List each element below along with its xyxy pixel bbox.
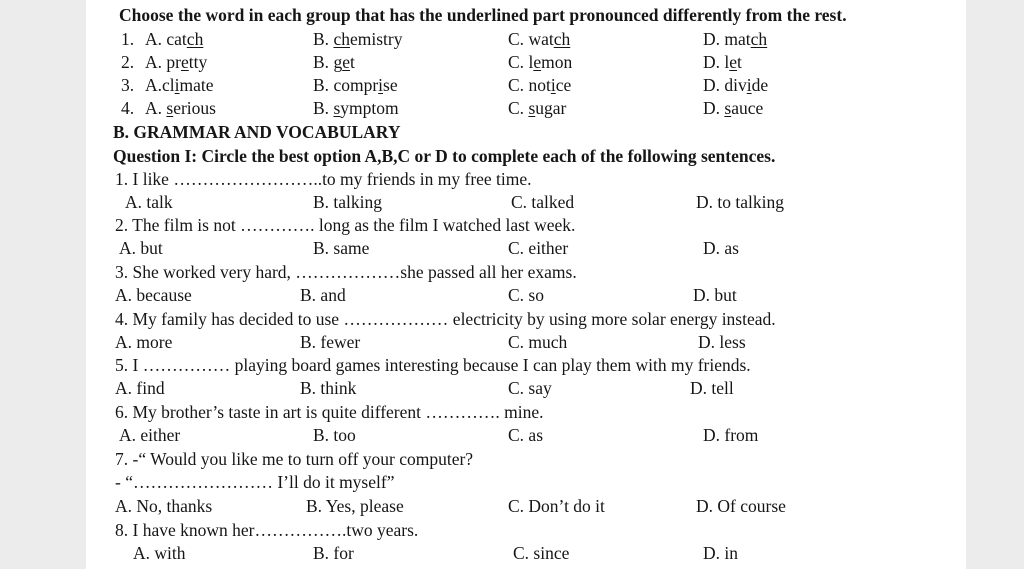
option-c: C. so — [508, 285, 544, 305]
option-d: D. in — [703, 543, 738, 563]
option-d: D. divide — [703, 75, 769, 95]
option-c: C. either — [508, 238, 569, 258]
option-d: D. from — [703, 425, 759, 445]
option-a: A. talk — [125, 192, 173, 212]
option-a: A. No, thanks — [115, 496, 213, 516]
option-d: D. as — [703, 238, 739, 258]
option-a: A. more — [115, 332, 173, 352]
option-a: A.climate — [145, 75, 214, 95]
option-c: C. sugar — [508, 98, 567, 118]
option-d: D. sauce — [703, 98, 764, 118]
option-c: C. as — [508, 425, 543, 445]
option-a: A. pretty — [145, 52, 208, 72]
option-d: D. less — [698, 332, 746, 352]
grammar-question-2-stem: 2. The film is not …………. long as the film I watched last week. — [115, 215, 576, 235]
option-d: D. match — [703, 29, 768, 49]
option-c: C. since — [513, 543, 570, 563]
pron-question-4 — [113, 97, 993, 121]
grammar-question-1-stem: 1. I like ……………………..to my friends in my free time. — [115, 169, 532, 189]
option-b: B. think — [300, 378, 357, 398]
grammar-question-2-options — [113, 237, 993, 261]
option-b: B. for — [313, 543, 354, 563]
question-number: 3. — [121, 75, 135, 95]
grammar-question-6-stem: 6. My brother’s taste in art is quite different …………. mine. — [115, 402, 544, 422]
question-number: 2. — [121, 52, 135, 72]
option-c: C. much — [508, 332, 568, 352]
option-c: C. lemon — [508, 52, 573, 72]
grammar-question-8-options — [113, 542, 993, 566]
option-a: A. find — [115, 378, 165, 398]
option-a: A. either — [119, 425, 181, 445]
question-number: 4. — [121, 98, 135, 118]
option-d: D. tell — [690, 378, 734, 398]
option-d: D. to talking — [696, 192, 784, 212]
section-a-heading: Choose the word in each group that has the underlined part pronounced differently from the rest. — [119, 5, 847, 25]
option-b: B. chemistry — [313, 29, 403, 49]
option-d: D. let — [703, 52, 742, 72]
option-c: C. watch — [508, 29, 571, 49]
option-a: A. but — [119, 238, 163, 258]
option-b: B. same — [313, 238, 370, 258]
option-a: A. catch — [145, 29, 204, 49]
grammar-question-4-options — [113, 331, 993, 355]
grammar-question-7-options — [113, 495, 993, 519]
option-a: A. because — [115, 285, 192, 305]
option-b: B. get — [313, 52, 355, 72]
grammar-question-5-options — [113, 377, 993, 401]
grammar-question-6-options — [113, 424, 993, 448]
question-number: 1. — [121, 29, 135, 49]
option-c: C. notice — [508, 75, 572, 95]
grammar-question-8-stem: 8. I have known her…………….two years. — [115, 520, 419, 540]
grammar-question-4-stem: 4. My family has decided to use ……………… electricity by using more solar energy instead. — [115, 309, 776, 329]
section-b-instruction: Question I: Circle the best option A,B,C or D to complete each of the following sentences. — [113, 146, 776, 166]
option-b: B. comprise — [313, 75, 398, 95]
option-c: C. Don’t do it — [508, 496, 605, 516]
option-a: A. with — [133, 543, 186, 563]
option-b: B. too — [313, 425, 356, 445]
grammar-question-7-reply: - “…………………… I’ll do it myself” — [115, 472, 395, 492]
option-c: C. talked — [511, 192, 575, 212]
option-c: C. say — [508, 378, 552, 398]
option-d: D. Of course — [696, 496, 786, 516]
pron-question-2 — [113, 51, 993, 75]
grammar-question-1-options — [113, 191, 993, 215]
grammar-question-5-stem: 5. I …………… playing board games interesting because I can play them with my friends. — [115, 355, 751, 375]
pron-question-3 — [113, 74, 993, 98]
left-margin — [0, 0, 86, 569]
option-b: B. and — [300, 285, 346, 305]
option-b: B. fewer — [300, 332, 361, 352]
pron-question-1 — [113, 28, 993, 52]
option-a: A. serious — [145, 98, 216, 118]
grammar-question-7-stem: 7. -“ Would you like me to turn off your computer? — [115, 449, 474, 469]
section-b-title: B. GRAMMAR AND VOCABULARY — [113, 122, 401, 142]
grammar-question-3-options — [113, 284, 993, 308]
grammar-question-3-stem: 3. She worked very hard, ………………she passed all her exams. — [115, 262, 577, 282]
option-b: B. talking — [313, 192, 383, 212]
option-b: B. Yes, please — [306, 496, 404, 516]
option-b: B. symptom — [313, 98, 399, 118]
option-d: D. but — [693, 285, 737, 305]
